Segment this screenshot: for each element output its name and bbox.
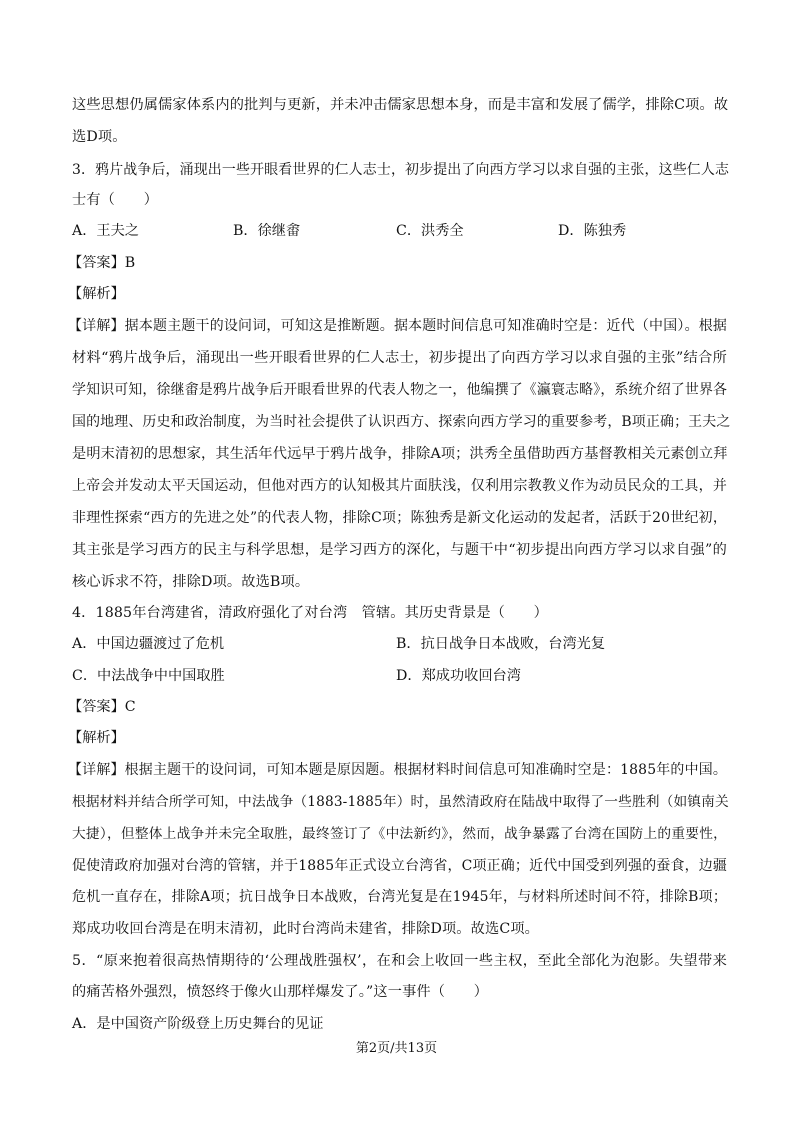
q4-option-a: A．中国边疆渡过了危机 [72,636,225,652]
q5-stem: 的痛苦格外强烈，愤怒终于像火山那样爆发了。”这一事件（ ） [72,984,489,1000]
q3-option-c: C．洪秀全 [396,223,464,239]
q4-answer: 【答案】C [68,699,136,715]
q5-option-a: A．是中国资产阶级登上历史舞台的见证 [72,1016,324,1032]
q4-option-b: B．抗日战争日本战败，台湾光复 [396,636,606,652]
q5-stem: 5．“原来抱着很高热情期待的‘公理战胜强权’，在和会上收回一些主权，至此全部化为泡影。失望带来 [72,953,727,969]
q3-answer: 【答案】B [68,255,136,271]
q3-stem: 士有（ ） [72,192,159,208]
q2-analysis-line: 选D项。 [72,129,127,145]
q3-analysis-tag: 【解析】 [68,286,125,302]
q3-detail-line: 是明末清初的思想家，其生活年代远早于鸦片战争，排除A项；洪秀全虽借助西方基督教相关元素创立拜 [72,446,728,462]
q3-option-b: B．徐继畬 [233,223,301,239]
q3-detail-line: 材料“鸦片战争后，涌现出一些开眼看世界的仁人志士，初步提出了向西方学习以求自强的主张”结合所 [72,350,727,366]
q2-analysis-line: 这些思想仍属儒家体系内的批判与更新，并未冲击儒家思想本身，而是丰富和发展了儒学，排除C项。故 [72,97,729,113]
q3-detail-line: 核心诉求不符，排除D项。故选B项。 [72,574,310,590]
q4-detail-line: 危机一直存在，排除A项；抗日战争日本战败，台湾光复是在1945年，与材料所述时间不符，排除B项； [72,889,727,905]
q3-detail-line: 【详解】据本题主题干的设问词，可知这是推断题。据本题时间信息可知准确时空是：近代（中国）。根据 [68,318,727,334]
q3-option-d: D．陈独秀 [558,223,627,239]
q3-detail-line: 其主张是学习西方的民主与科学思想，是学习西方的深化，与题干中“初步提出向西方学习以求自强”的 [72,542,727,558]
page-number: 第2页/共13页 [355,1041,438,1056]
q3-detail-line: 国的地理、历史和政治制度，为当时社会提供了认识西方、探索向西方学习的重要参考，B项正确；王夫之 [72,414,731,430]
q4-option-c: C．中法战争中中国取胜 [72,668,225,684]
q3-option-a: A．王夫之 [72,223,139,239]
q4-stem: 4．1885年台湾建省，清政府强化了对台湾 管辖。其历史背景是（ ） [72,605,549,621]
q3-detail-line: 非理性探索“西方的先进之处”的代表人物，排除C项；陈独秀是新文化运动的发起者，活跃于20世纪初， [72,510,727,526]
q4-detail-line: 根据材料并结合所学可知，中法战争（1883-1885年）时，虽然清政府在陆战中取得了一些胜利（如镇南关 [72,794,729,810]
q3-detail-line: 上帝会并发动太平天国运动，但他对西方的认知极其片面肤浅，仅利用宗教教义作为动员民众的工具，并 [72,478,727,494]
q3-stem: 3．鸦片战争后，涌现出一些开眼看世界的仁人志士，初步提出了向西方学习以求自强的主张，这些仁人志 [72,162,730,178]
q4-detail-line: 【详解】根据主题干的设问词，可知本题是原因题。根据材料时间信息可知准确时空是：1885年的中国。 [68,762,727,778]
q4-detail-line: 促使清政府加强对台湾的管辖，并于1885年正式设立台湾省，C项正确；近代中国受到列强的蚕食，边疆 [72,858,727,874]
q4-detail-line: 郑成功收回台湾是在明末清初，此时台湾尚未建省，排除D项。故选C项。 [72,921,539,937]
q4-detail-line: 大捷），但整体上战争并未完全取胜，最终签订了《中法新约》，然而，战争暴露了台湾在国防上的重要性， [72,826,727,842]
q4-analysis-tag: 【解析】 [68,730,125,746]
q3-detail-line: 学知识可知，徐继畬是鸦片战争后开眼看世界的代表人物之一，他编撰了《瀛寰志略》，系统介绍了世界各 [72,382,728,398]
q4-option-d: D．郑成功收回台湾 [396,668,521,684]
